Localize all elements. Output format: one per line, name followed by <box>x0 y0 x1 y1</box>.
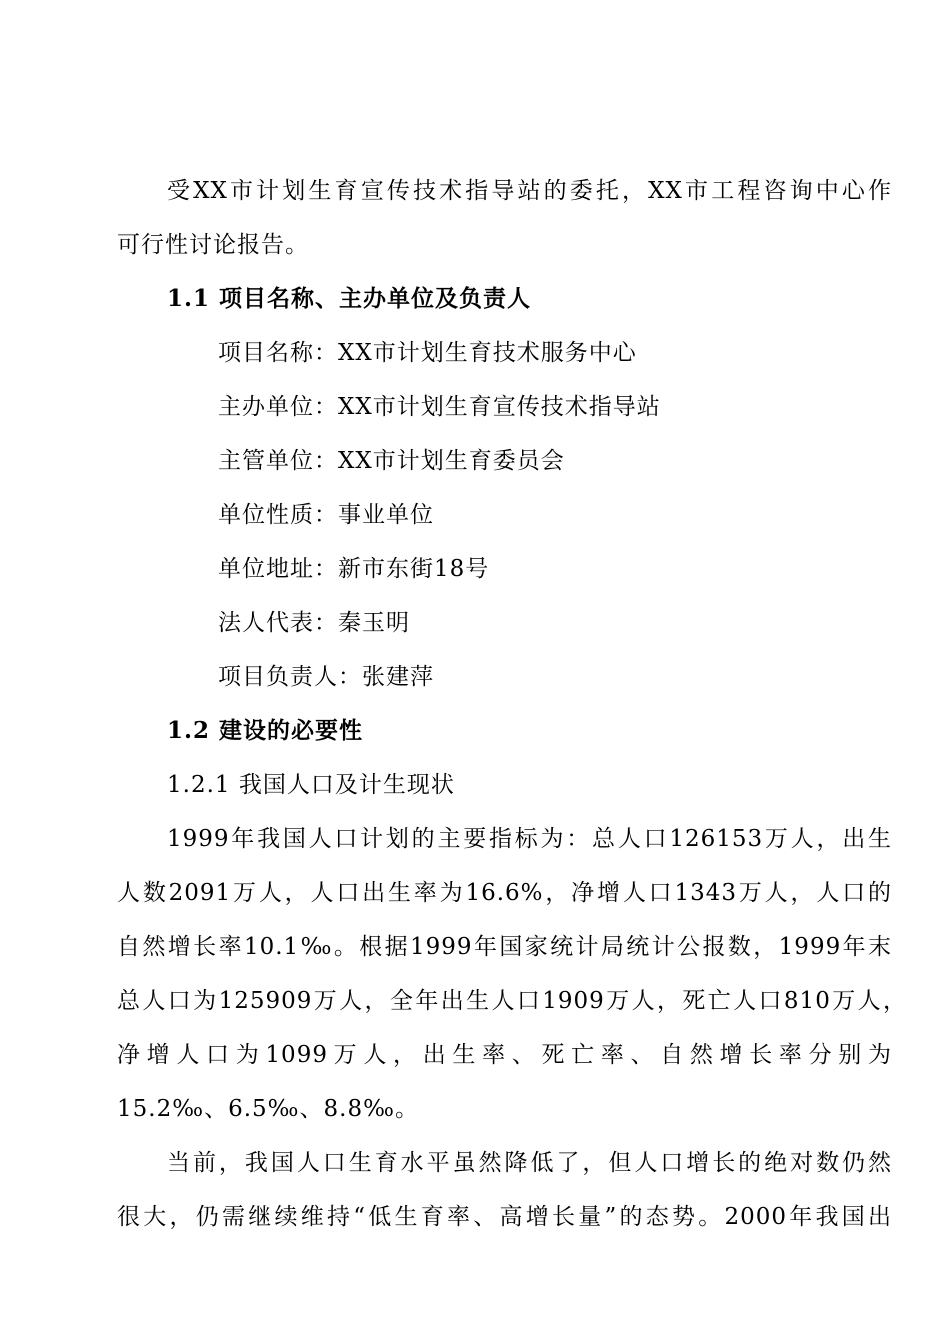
host-unit-item: 主办单位：XX市计划生育宣传技术指导站 <box>218 394 661 420</box>
supervising-unit-item: 主管单位：XX市计划生育委员会 <box>218 448 565 474</box>
paragraph-1-line-6: 15.2‰、6.5‰、8.8‰。 <box>117 1096 419 1122</box>
paragraph-2-line-1: 当前，我国人口生育水平虽然降低了，但人口增长的绝对数仍然 <box>167 1150 892 1176</box>
section-1-2-heading: 1.2 建设的必要性 <box>167 717 364 744</box>
paragraph-1-line-3: 自然增长率10.1‰。根据1999年国家统计局统计公报数，1999年末 <box>117 934 892 960</box>
paragraph-1-line-1: 1999年我国人口计划的主要指标为：总人口126153万人，出生 <box>167 826 892 852</box>
unit-nature-item: 单位性质：事业单位 <box>218 502 434 528</box>
paragraph-1-line-2: 人数2091万人，人口出生率为16.6%，净增人口1343万人，人口的 <box>117 880 892 906</box>
project-lead-item: 项目负责人：张建萍 <box>218 664 434 690</box>
paragraph-1-line-4: 总人口为125909万人，全年出生人口1909万人，死亡人口810万人， <box>117 988 907 1014</box>
intro-line-1: 受XX市计划生育宣传技术指导站的委托，XX市工程咨询中心作 <box>167 178 892 204</box>
section-1-2-1-subheading: 1.2.1 我国人口及计生现状 <box>167 772 455 798</box>
unit-address-item: 单位地址：新市东街18号 <box>218 556 490 582</box>
intro-line-2: 可行性讨论报告。 <box>117 232 309 258</box>
section-1-1-heading: 1.1 项目名称、主办单位及负责人 <box>167 285 532 312</box>
paragraph-1-line-5: 净增人口为1099万人，出生率、死亡率、自然增长率分别为 <box>117 1042 892 1068</box>
project-name-item: 项目名称：XX市计划生育技术服务中心 <box>218 340 637 366</box>
paragraph-2-line-2: 很大，仍需继续维持“低生育率、高增长量”的态势。2000年我国出 <box>117 1204 892 1230</box>
legal-representative-item: 法人代表：秦玉明 <box>218 610 410 636</box>
